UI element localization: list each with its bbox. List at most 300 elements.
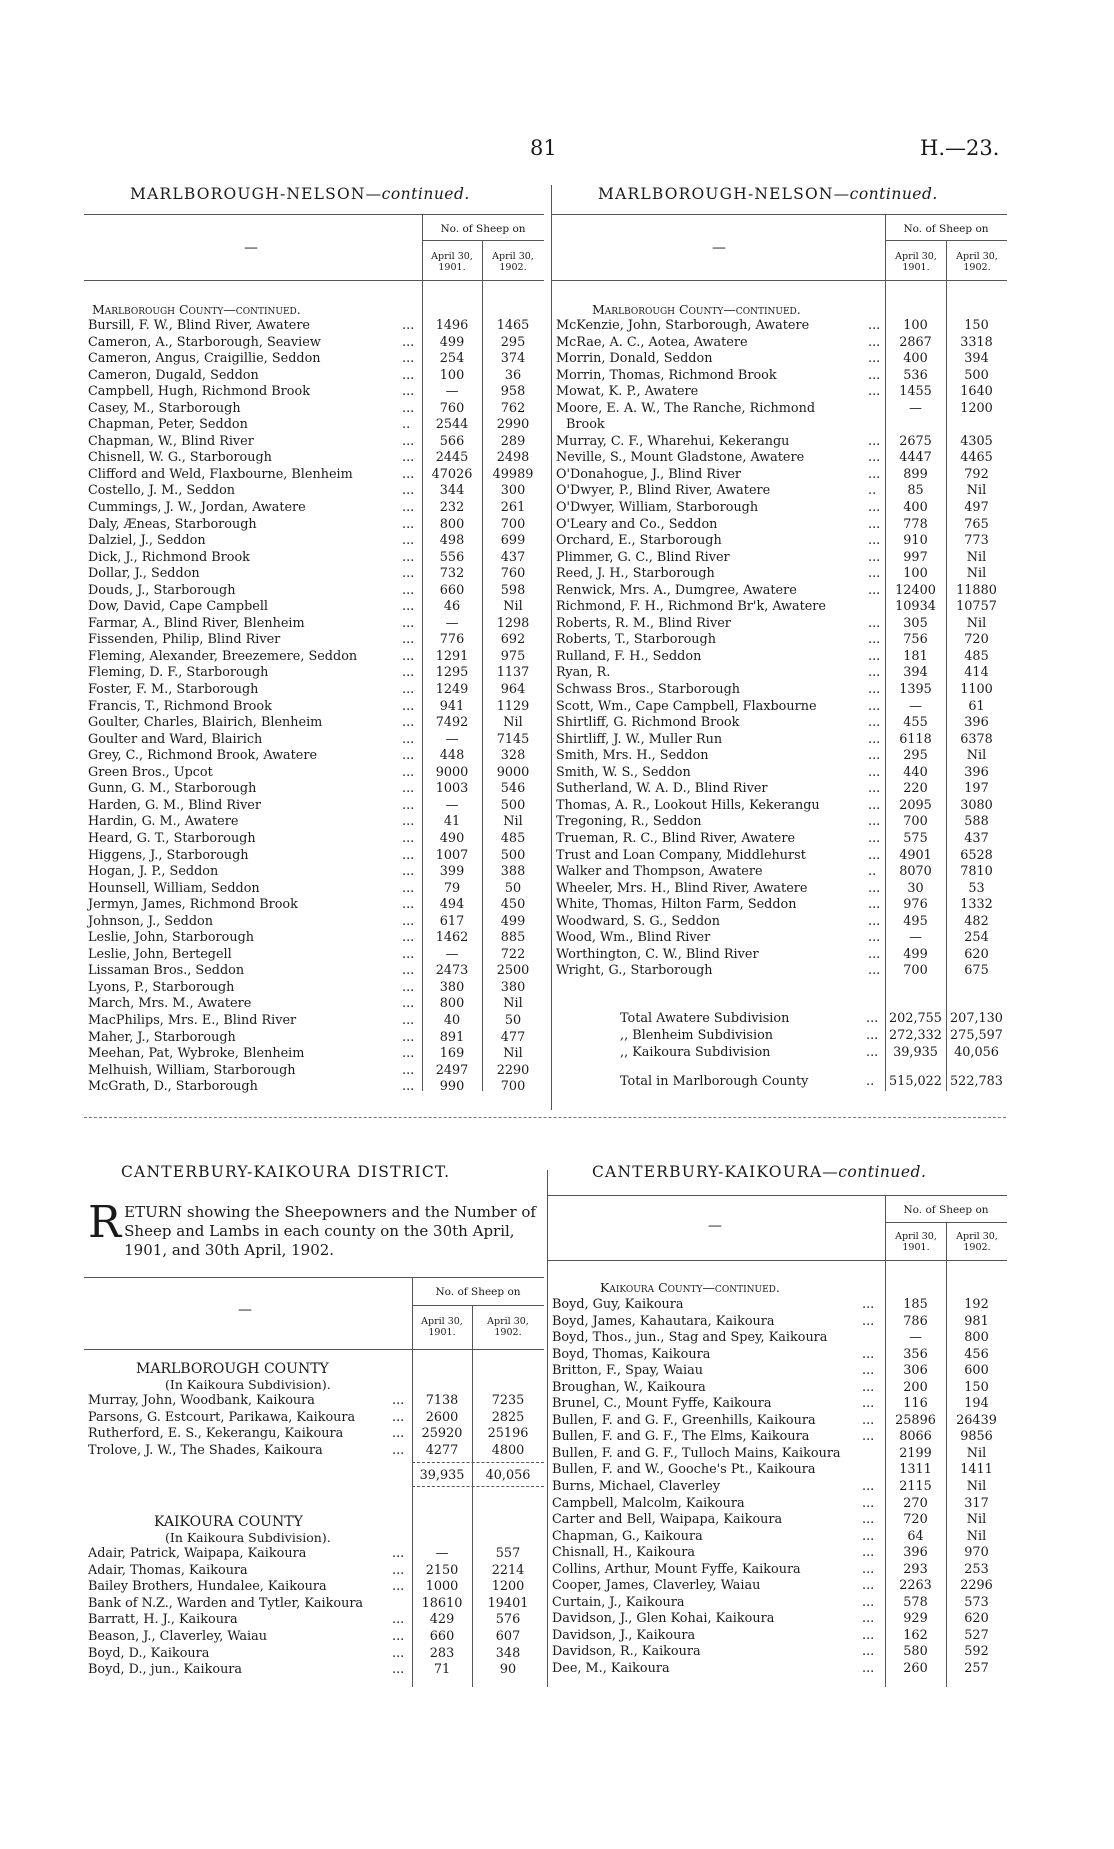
leader-dots: ... (868, 318, 881, 333)
owner-name: Grey, C., Richmond Brook, Awatere (88, 748, 318, 764)
owner-name: Higgens, J., Starborough (88, 847, 249, 863)
bottom-left-section1-title: MARLBOROUGH COUNTY (136, 1361, 329, 1377)
owner-name: Smith, Mrs. H., Seddon (556, 748, 709, 764)
sheep-1902: 598 (500, 582, 526, 598)
table-row (556, 765, 1008, 782)
owner-name: Casey, M., Starborough (88, 400, 241, 416)
sheep-1901: 64 (907, 1528, 924, 1544)
leader-dots: .. (868, 483, 877, 499)
sheep-1902: 1640 (960, 384, 993, 400)
sheep-1901: 778 (903, 516, 928, 532)
sheep-1901: 700 (903, 814, 928, 830)
sheep-1901: 7138 (425, 1393, 459, 1408)
document-reference: H.—23. (920, 136, 1000, 160)
owner-name: Cameron, Dugald, Seddon (88, 367, 259, 383)
total-1902: 40,056 (954, 1045, 999, 1060)
table-row (88, 583, 548, 600)
top-right-section: Marlborough County—continued. (592, 302, 801, 317)
leader-dots: ... (402, 400, 415, 416)
sheep-1901: 997 (903, 549, 928, 565)
table-row (88, 1013, 548, 1030)
owner-name: Shirtliff, G. Richmond Brook (556, 715, 740, 731)
leader-dots: ... (392, 1426, 405, 1442)
table-row (88, 517, 548, 534)
table-row (88, 417, 548, 434)
table-row (552, 1496, 1008, 1513)
leader-dots: ... (868, 946, 881, 962)
sheep-1902: 300 (500, 483, 526, 499)
sheep-1901: — (445, 731, 459, 747)
owner-name: Chisnall, H., Kaikoura (552, 1545, 695, 1561)
sheep-1901: 47026 (431, 466, 473, 482)
sheep-1902: 261 (500, 500, 526, 516)
sheep-1902: 607 (495, 1628, 521, 1644)
table-row (552, 1529, 1008, 1546)
owner-name: Hardin, G. M., Awatere (88, 814, 239, 830)
sheep-1901: 200 (903, 1379, 928, 1395)
sheep-1902: 1298 (496, 615, 530, 631)
owner-name: Barratt, H. J., Kaikoura (88, 1612, 238, 1628)
table-row (88, 401, 548, 418)
sheep-1901: 760 (439, 400, 465, 416)
sheep-1901: 990 (439, 1079, 465, 1095)
owner-name: Orchard, E., Starborough (556, 533, 722, 549)
owner-name: Hounsell, William, Seddon (88, 880, 260, 896)
table-row (88, 665, 548, 682)
sheep-1902: 485 (500, 830, 526, 846)
owner-name: Boyd, D., jun., Kaikoura (88, 1662, 243, 1678)
sheep-1901: 899 (903, 466, 928, 482)
leader-dots: ... (868, 930, 881, 946)
leader-dots: ... (868, 433, 881, 449)
table-row (88, 814, 548, 831)
leader-dots: ... (402, 864, 415, 880)
table-row (552, 1396, 1008, 1413)
sheep-1902: Nil (966, 483, 987, 499)
sheep-1902: 194 (964, 1396, 989, 1412)
table-row (556, 517, 1008, 534)
leader-dots: ... (392, 1612, 405, 1628)
table-row (556, 665, 1008, 682)
leader-dots: ... (402, 797, 415, 813)
table-row (556, 798, 1008, 815)
bottom-right-title-text: CANTERBURY-KAIKOURA (592, 1163, 823, 1181)
owner-name: Morrin, Donald, Seddon (556, 351, 713, 367)
sheep-1901: 720 (903, 1512, 928, 1528)
table-row (556, 715, 1008, 732)
leader-dots: ... (402, 748, 415, 764)
sheep-1902: 773 (964, 533, 989, 549)
table-row (556, 897, 1008, 914)
sheep-1902: 975 (500, 648, 526, 664)
sheep-1902: 348 (495, 1645, 521, 1661)
table-row (88, 632, 548, 649)
owner-name: Leslie, John, Bertegell (88, 946, 232, 962)
sheep-1902: Nil (966, 549, 987, 565)
leader-dots: ... (402, 764, 415, 780)
leader-dots: ... (866, 1011, 879, 1026)
sheep-1902: 722 (500, 946, 526, 962)
table-row (556, 732, 1008, 749)
owner-name: MacPhilips, Mrs. E., Blind River (88, 1012, 297, 1028)
sheep-1902: 700 (500, 1079, 526, 1095)
total-1902: 275,597 (950, 1028, 1003, 1043)
sheep-1901: 1000 (425, 1579, 459, 1595)
sheep-1901: 800 (439, 516, 465, 532)
sheep-1902: 2498 (496, 450, 530, 466)
total-label: ,, Blenheim Subdivision (620, 1028, 774, 1043)
leader-dots: ... (862, 1561, 875, 1577)
sheep-1902: Nil (966, 748, 987, 764)
owner-name: March, Mrs. M., Awatere (88, 996, 252, 1012)
total-label: Total in Marlborough County (620, 1074, 809, 1089)
sheep-1902: 699 (500, 533, 526, 549)
leader-dots: ... (868, 500, 881, 516)
sheep-1902: 53 (968, 880, 985, 896)
sheep-1901: 100 (903, 566, 928, 582)
owner-name: Daly, Æneas, Starborough (88, 516, 257, 532)
sheep-1902: 414 (964, 665, 989, 681)
table-row (552, 1363, 1008, 1380)
sheep-1901: 756 (903, 632, 928, 648)
top-right-header-dash: — (712, 240, 726, 256)
sheep-1902: 26439 (956, 1412, 997, 1428)
leader-dots: ... (392, 1562, 405, 1578)
leader-dots: ... (868, 897, 881, 913)
leader-dots: ... (392, 1546, 405, 1561)
bottom-right-header-col1: April 30, 1901. (895, 1231, 937, 1253)
table-row (88, 781, 548, 798)
leader-dots: ... (402, 433, 415, 449)
owner-name: Campbell, Hugh, Richmond Brook (88, 384, 310, 400)
top-right-header-col2: April 30, 1902. (956, 251, 998, 273)
leader-dots: ... (392, 1645, 405, 1661)
table-row (88, 384, 548, 401)
leader-dots: ... (862, 1578, 875, 1594)
sheep-1902: 90 (499, 1662, 517, 1678)
leader-dots: ... (862, 1346, 875, 1362)
owner-name: Beason, J., Claverley, Waiau (88, 1628, 267, 1644)
owner-name: Sutherland, W. A. D., Blind River (556, 781, 768, 797)
sheep-1901: 79 (443, 880, 461, 896)
owner-name: Bullen, F. and W., Gooche's Pt., Kaikoura (552, 1462, 816, 1478)
sheep-1901: 2473 (435, 963, 469, 979)
owner-name: Francis, T., Richmond Brook (88, 698, 272, 714)
sheep-1901: — (909, 400, 922, 416)
table-row (556, 682, 1008, 699)
leader-dots: ... (402, 830, 415, 846)
leader-dots: ... (402, 351, 415, 367)
owner-name: Cummings, J. W., Jordan, Awatere (88, 500, 306, 516)
owner-name: Bullen, F. and G. F., Tulloch Mains, Kaikoura (552, 1445, 841, 1461)
owner-name: Burns, Michael, Claverley (552, 1479, 721, 1495)
leader-dots: ... (868, 814, 881, 830)
leader-dots: ... (868, 913, 881, 929)
sheep-1901: 10934 (895, 599, 936, 615)
table-row (556, 947, 1008, 964)
leader-dots: ... (868, 715, 881, 731)
sheep-1902: 573 (964, 1594, 989, 1610)
table-row (556, 434, 1008, 451)
table-row (88, 550, 548, 567)
leader-dots: ... (862, 1429, 875, 1445)
leader-dots: ... (862, 1313, 875, 1329)
sheep-1902: 620 (964, 946, 989, 962)
table-row (556, 368, 1008, 385)
table-row (88, 1546, 544, 1563)
sheep-1902: 192 (964, 1297, 989, 1312)
sheep-1901: 490 (439, 830, 465, 846)
sheep-1901: 181 (903, 648, 928, 664)
leader-dots: ... (402, 615, 415, 631)
leader-dots: .. (402, 417, 411, 433)
sheep-1901: 8070 (899, 864, 932, 880)
table-row (552, 1479, 1008, 1496)
table-row (88, 1662, 544, 1679)
leader-dots: ... (868, 963, 881, 979)
leader-dots: ... (868, 632, 881, 648)
owner-name: Goulter and Ward, Blairich (88, 731, 263, 747)
leader-dots: ... (402, 367, 415, 383)
table-row (88, 980, 548, 997)
bottom-right-title-suffix: —continued. (822, 1163, 927, 1181)
sheep-1902: 885 (500, 930, 526, 946)
sheep-1902: 600 (964, 1363, 989, 1379)
sheep-1901: 356 (903, 1346, 928, 1362)
sheep-1901: 499 (439, 334, 465, 350)
sheep-1902: Nil (966, 615, 987, 631)
sheep-1901: 6118 (899, 731, 932, 747)
sheep-1902: 4800 (491, 1442, 525, 1458)
sheep-1901: 100 (903, 318, 928, 333)
sheep-1901: 400 (903, 351, 928, 367)
owner-name: Rulland, F. H., Seddon (556, 648, 702, 664)
owner-name: Chisnell, W. G., Starborough (88, 450, 272, 466)
table-row (88, 566, 548, 583)
leader-dots: .. (866, 1074, 875, 1089)
sheep-1901: 566 (439, 433, 465, 449)
sheep-1901: 556 (439, 549, 465, 565)
table-row (552, 1446, 1008, 1463)
table-row (88, 1063, 548, 1080)
table-row (556, 632, 1008, 649)
owner-name: Fissenden, Philip, Blind River (88, 632, 281, 648)
sheep-1901: 910 (903, 533, 928, 549)
leader-dots: ... (402, 814, 415, 830)
leader-dots: ... (402, 665, 415, 681)
leader-dots: ... (402, 632, 415, 648)
sheep-1901: 232 (439, 500, 465, 516)
sheep-1901: 617 (439, 913, 465, 929)
sheep-1902: Nil (503, 715, 523, 731)
leader-dots: ... (862, 1297, 875, 1312)
sheep-1902: 1465 (496, 318, 530, 333)
sheep-1901: 1291 (435, 648, 469, 664)
owner-name: Richmond, F. H., Richmond Br'k, Awatere (556, 599, 826, 615)
table-row (88, 715, 548, 732)
sheep-1901: 1395 (899, 682, 932, 698)
leader-dots: ... (862, 1363, 875, 1379)
table-row (88, 1393, 544, 1410)
bottom-left-section1-subtitle: (In Kaikoura Subdivision). (165, 1377, 331, 1392)
sheep-1901: 4277 (425, 1442, 459, 1458)
sheep-1901: 116 (903, 1396, 928, 1412)
sheep-1901: 8066 (899, 1429, 932, 1445)
sheep-1902: 557 (495, 1546, 521, 1561)
table-row (88, 1426, 544, 1443)
owner-name: Harden, G. M., Blind River (88, 797, 261, 813)
sheep-1901: 169 (439, 1046, 465, 1062)
table-row (88, 831, 548, 848)
sheep-1902: Nil (503, 599, 523, 615)
sheep-1902: 437 (964, 830, 989, 846)
leader-dots: ... (862, 1644, 875, 1660)
owner-name: Farmar, A., Blind River, Blenheim (88, 615, 305, 631)
sheep-1902: 456 (964, 1346, 989, 1362)
owner-name: Leslie, John, Starborough (88, 930, 255, 946)
table-row (552, 1512, 1008, 1529)
owner-name: Wood, Wm., Blind River (556, 930, 711, 946)
leader-dots: ... (402, 516, 415, 532)
owner-name: Scott, Wm., Cape Campbell, Flaxbourne (556, 698, 817, 714)
sheep-1902: 150 (964, 318, 989, 333)
table-row (556, 450, 1008, 467)
table-row (556, 351, 1008, 368)
leader-dots: ... (868, 516, 881, 532)
sheep-1902: 3318 (960, 334, 993, 350)
table-row (556, 335, 1008, 352)
top-left-title-suffix: —continued. (365, 185, 470, 203)
owner-name: Morrin, Thomas, Richmond Brook (556, 367, 777, 383)
sheep-1901: 260 (903, 1661, 928, 1677)
top-left-title-text: MARLBOROUGH-NELSON (130, 185, 366, 203)
owner-name: Tregoning, R., Seddon (556, 814, 702, 830)
owner-name: Gunn, G. M., Starborough (88, 781, 257, 797)
leader-dots: ... (402, 781, 415, 797)
leader-dots: ... (402, 599, 415, 615)
table-row (556, 848, 1008, 865)
sheep-1901: 440 (903, 764, 928, 780)
sheep-1902: 6528 (960, 847, 993, 863)
top-right-rows (556, 318, 1008, 980)
owner-name: Roberts, R. M., Blind River (556, 615, 731, 631)
owner-name: Dee, M., Kaikoura (552, 1661, 670, 1677)
leader-dots: ... (402, 533, 415, 549)
owner-name: Schwass Bros., Starborough (556, 682, 741, 698)
sheep-1901: 2867 (899, 334, 932, 350)
sheep-1901: 283 (429, 1645, 455, 1661)
sheep-1902: 2990 (496, 417, 530, 433)
sheep-1902: 981 (964, 1313, 989, 1329)
sheep-1901: 580 (903, 1644, 928, 1660)
sheep-1901: — (445, 797, 459, 813)
leader-dots: ... (866, 1045, 879, 1060)
leader-dots: ... (862, 1412, 875, 1428)
bottom-right-title (592, 1163, 926, 1181)
sheep-1901: 4901 (899, 847, 932, 863)
table-row (552, 1297, 1008, 1314)
sheep-1901: 380 (439, 979, 465, 995)
table-row (88, 1046, 548, 1063)
sheep-1902: 374 (500, 351, 526, 367)
sheep-1902: 7810 (960, 864, 993, 880)
leader-dots: ... (868, 781, 881, 797)
sheep-1902: 328 (500, 748, 526, 764)
table-row (556, 384, 1008, 401)
leader-dots: ... (862, 1594, 875, 1610)
owner-name: Murray, C. F., Wharehui, Kekerangu (556, 433, 790, 449)
sheep-1902: 317 (964, 1495, 989, 1511)
sheep-1901: 455 (903, 715, 928, 731)
sheep-1901: 2675 (899, 433, 932, 449)
sheep-1901: 2095 (899, 797, 932, 813)
sheep-1901: 732 (439, 566, 465, 582)
owner-name: Worthington, C. W., Blind River (556, 946, 759, 962)
table-row (556, 318, 1008, 335)
sheep-1902: 50 (504, 880, 522, 896)
sheep-1902: Nil (966, 566, 987, 582)
sheep-1902: 61 (968, 698, 985, 714)
leader-dots: ... (868, 880, 881, 896)
bottom-right-header-dash: — (708, 1218, 722, 1234)
owner-name: Maher, J., Starborough (88, 1029, 236, 1045)
sheep-1901: 41 (443, 814, 461, 830)
table-row (556, 864, 1008, 881)
sheep-1901: 100 (439, 367, 465, 383)
sheep-1901: 786 (903, 1313, 928, 1329)
total-1901: 39,935 (893, 1045, 938, 1060)
bottom-left-subtotal-1901: 39,935 (419, 1468, 465, 1483)
table-row (556, 550, 1008, 567)
sheep-1901: 941 (439, 698, 465, 714)
top-left-header-group: No. of Sheep on (440, 223, 526, 235)
sheep-1902: 289 (500, 433, 526, 449)
sheep-1902: 500 (500, 847, 526, 863)
sheep-1902: 450 (500, 897, 526, 913)
table-row (552, 1413, 1008, 1430)
table-row (88, 335, 548, 352)
table-row (88, 848, 548, 865)
sheep-1901: 1496 (435, 318, 469, 333)
sheep-1902: 253 (964, 1561, 989, 1577)
leader-dots: ... (868, 830, 881, 846)
sheep-1902: 2290 (496, 1062, 530, 1078)
owner-name: Murray, John, Woodbank, Kaikoura (88, 1393, 315, 1408)
sheep-1902: 9000 (496, 764, 530, 780)
total-1901: 515,022 (889, 1074, 942, 1089)
sheep-1901: 2544 (435, 417, 469, 433)
leader-dots: ... (868, 334, 881, 350)
sheep-1902: 485 (964, 648, 989, 664)
sheep-1902: 958 (500, 384, 526, 400)
table-row (88, 1443, 544, 1460)
top-right-title-text: MARLBOROUGH-NELSON (598, 185, 834, 203)
table-row (88, 649, 548, 666)
sheep-1901: 162 (903, 1627, 928, 1643)
table-row (556, 483, 1008, 500)
owner-name: Cameron, A., Starborough, Seaview (88, 334, 321, 350)
leader-dots: ... (868, 648, 881, 664)
sheep-1902: 19401 (487, 1595, 529, 1611)
sheep-1901: — (445, 946, 459, 962)
bottom-left-header-col2: April 30, 1902. (487, 1316, 529, 1338)
sheep-1902: 800 (964, 1330, 989, 1346)
leader-dots: ... (868, 797, 881, 813)
leader-dots: ... (402, 318, 415, 333)
sheep-1901: 660 (439, 582, 465, 598)
owner-name: Collins, Arthur, Mount Fyffe, Kaikoura (552, 1561, 801, 1577)
top-right-header-group: No. of Sheep on (903, 223, 989, 235)
